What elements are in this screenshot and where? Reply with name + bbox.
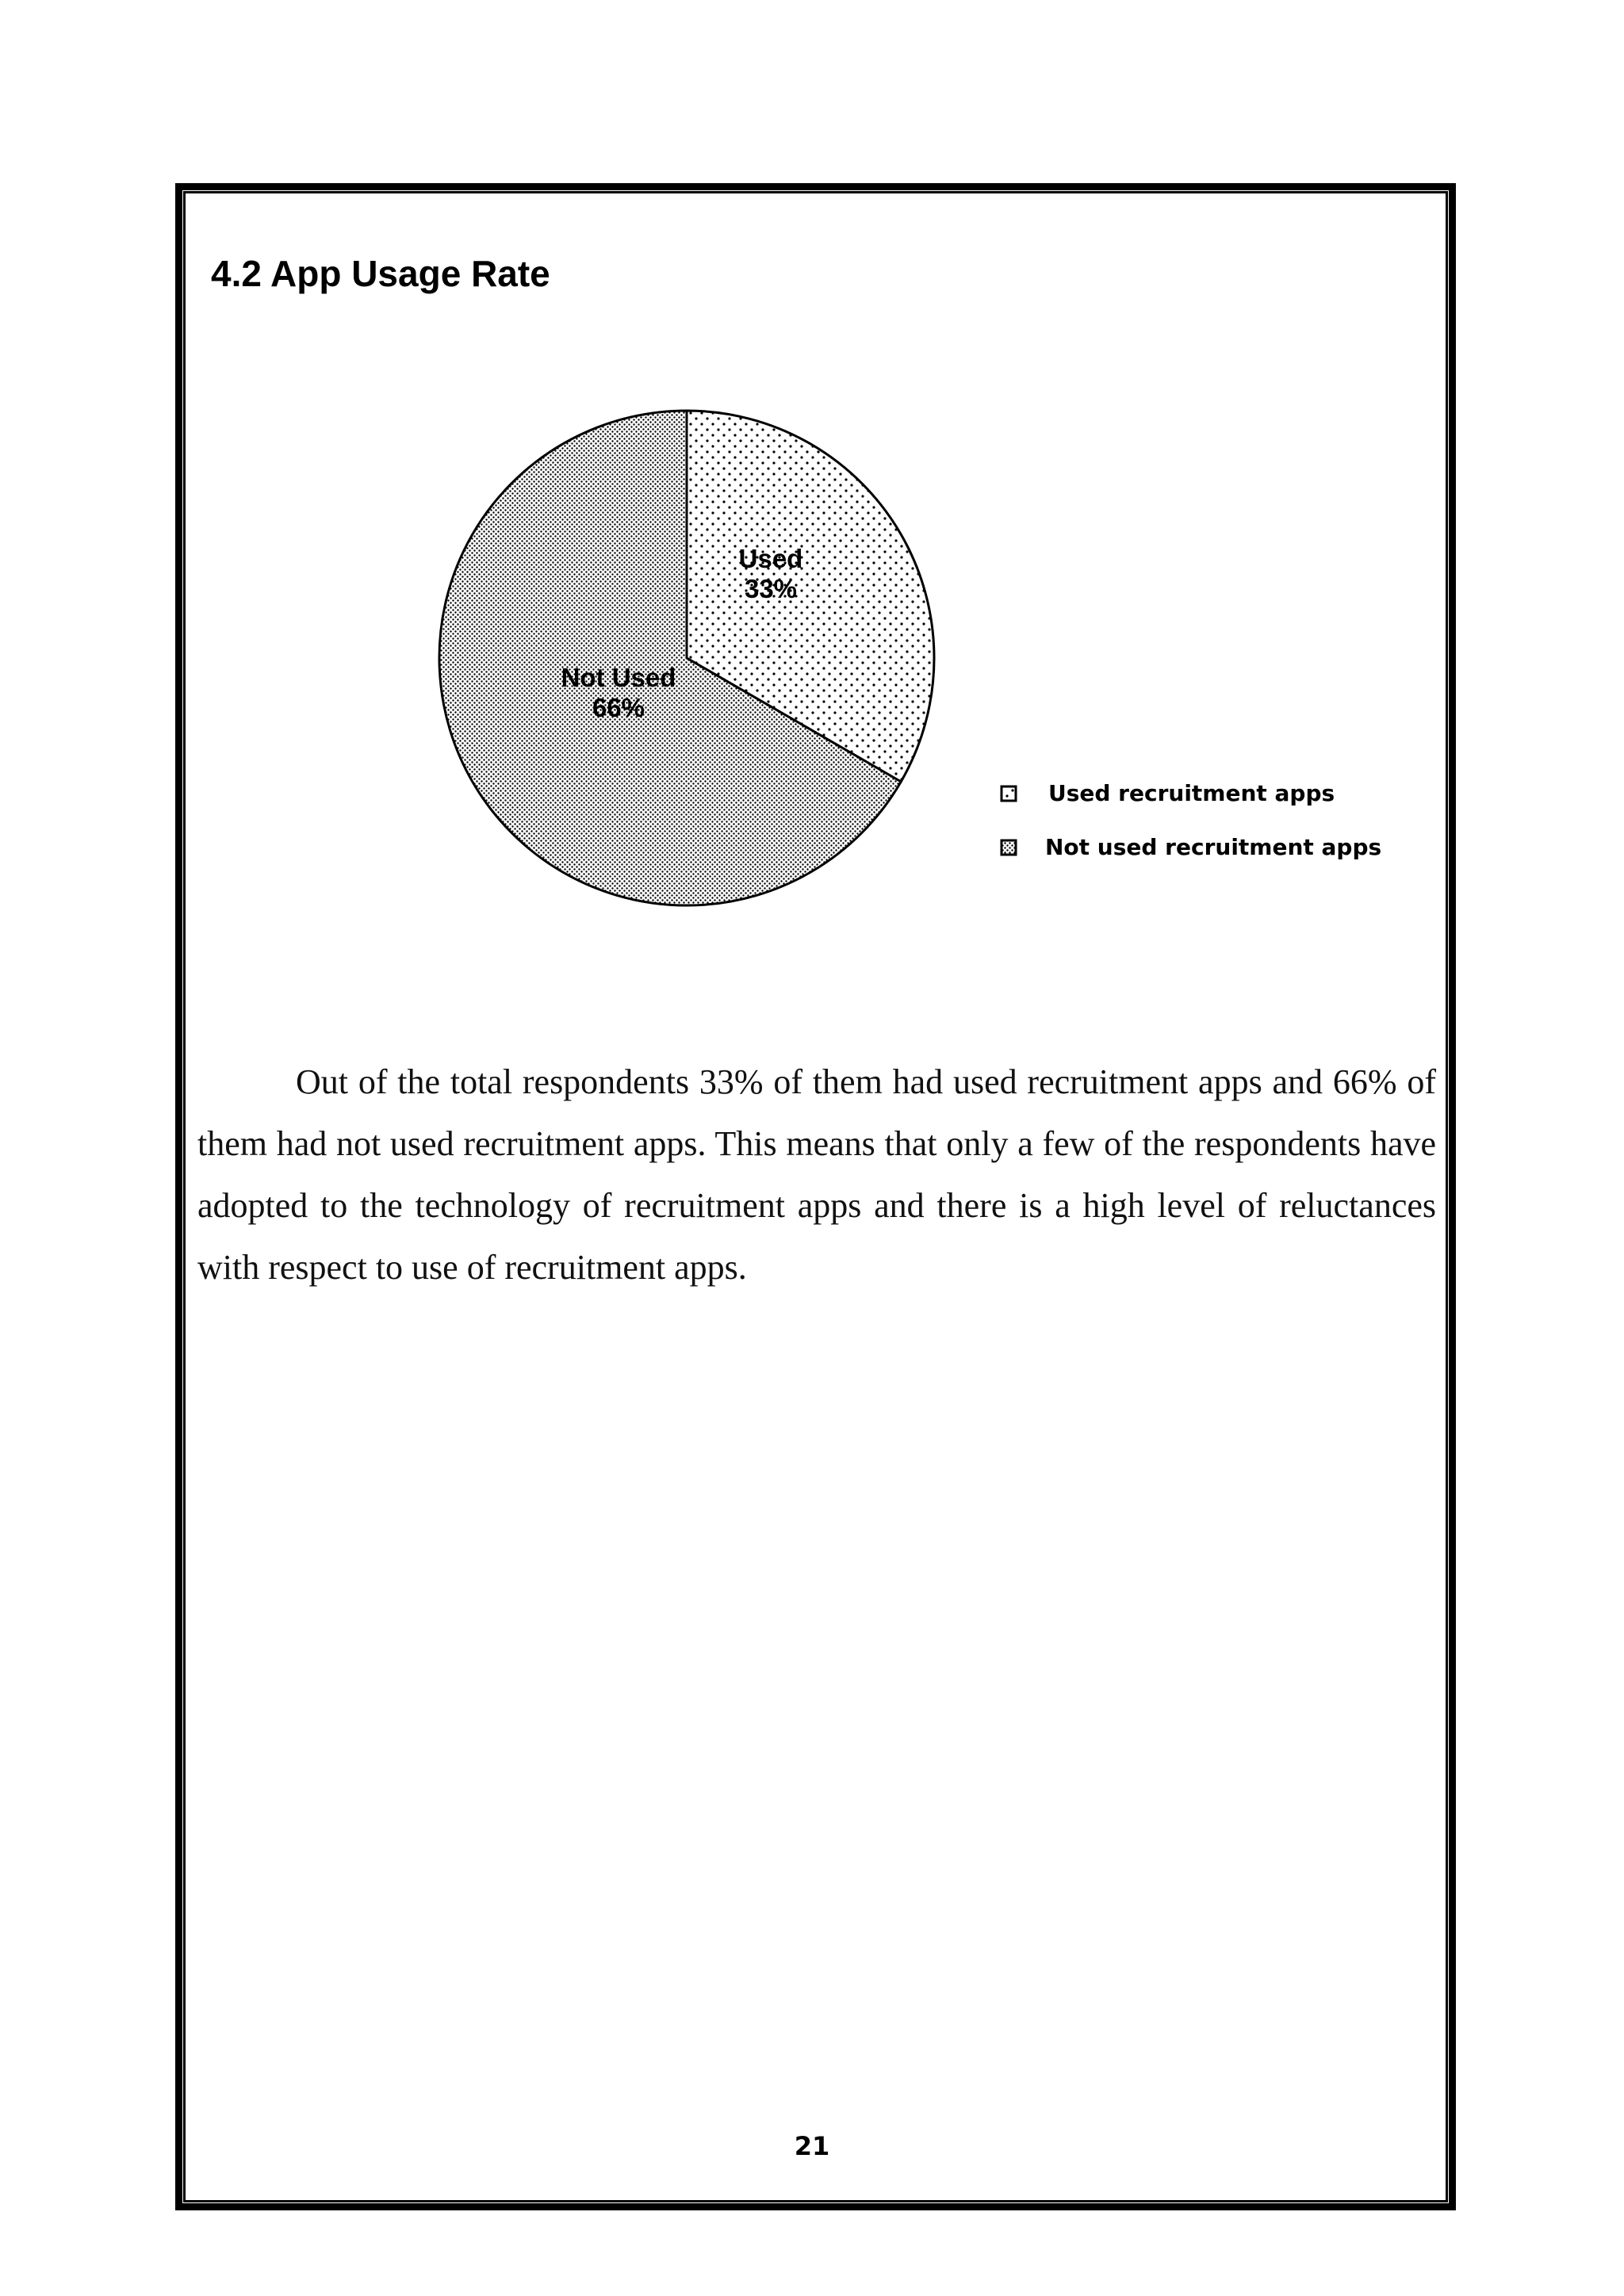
section-heading: 4.2 App Usage Rate [211,253,550,294]
legend-label: Not used recruitment apps [1045,834,1382,860]
legend-swatch [1002,786,1016,801]
pie-slices [439,411,934,905]
body-paragraph [197,1051,1436,1299]
slice-label-value: 66% [592,693,645,722]
slice-label-value: 33% [744,574,798,603]
page-number: 21 [794,2131,830,2161]
slice-label-name: Used [738,544,803,573]
legend-label: Used recruitment apps [1048,780,1335,806]
body-paragraph-text: Out of the total respondents 33% of them had used recruitment apps and 66% of them had not used recruitment apps. This means that only a few of the respondents have adopted to the technology of recruitment apps and there is a high level of reluctances with respect to use of recruitment apps. [197,1062,1436,1287]
legend-swatch [1002,840,1016,855]
slice-label-name: Not Used [561,663,676,692]
pie-chart [0,0,1624,1031]
chart-legend [1002,780,1381,860]
